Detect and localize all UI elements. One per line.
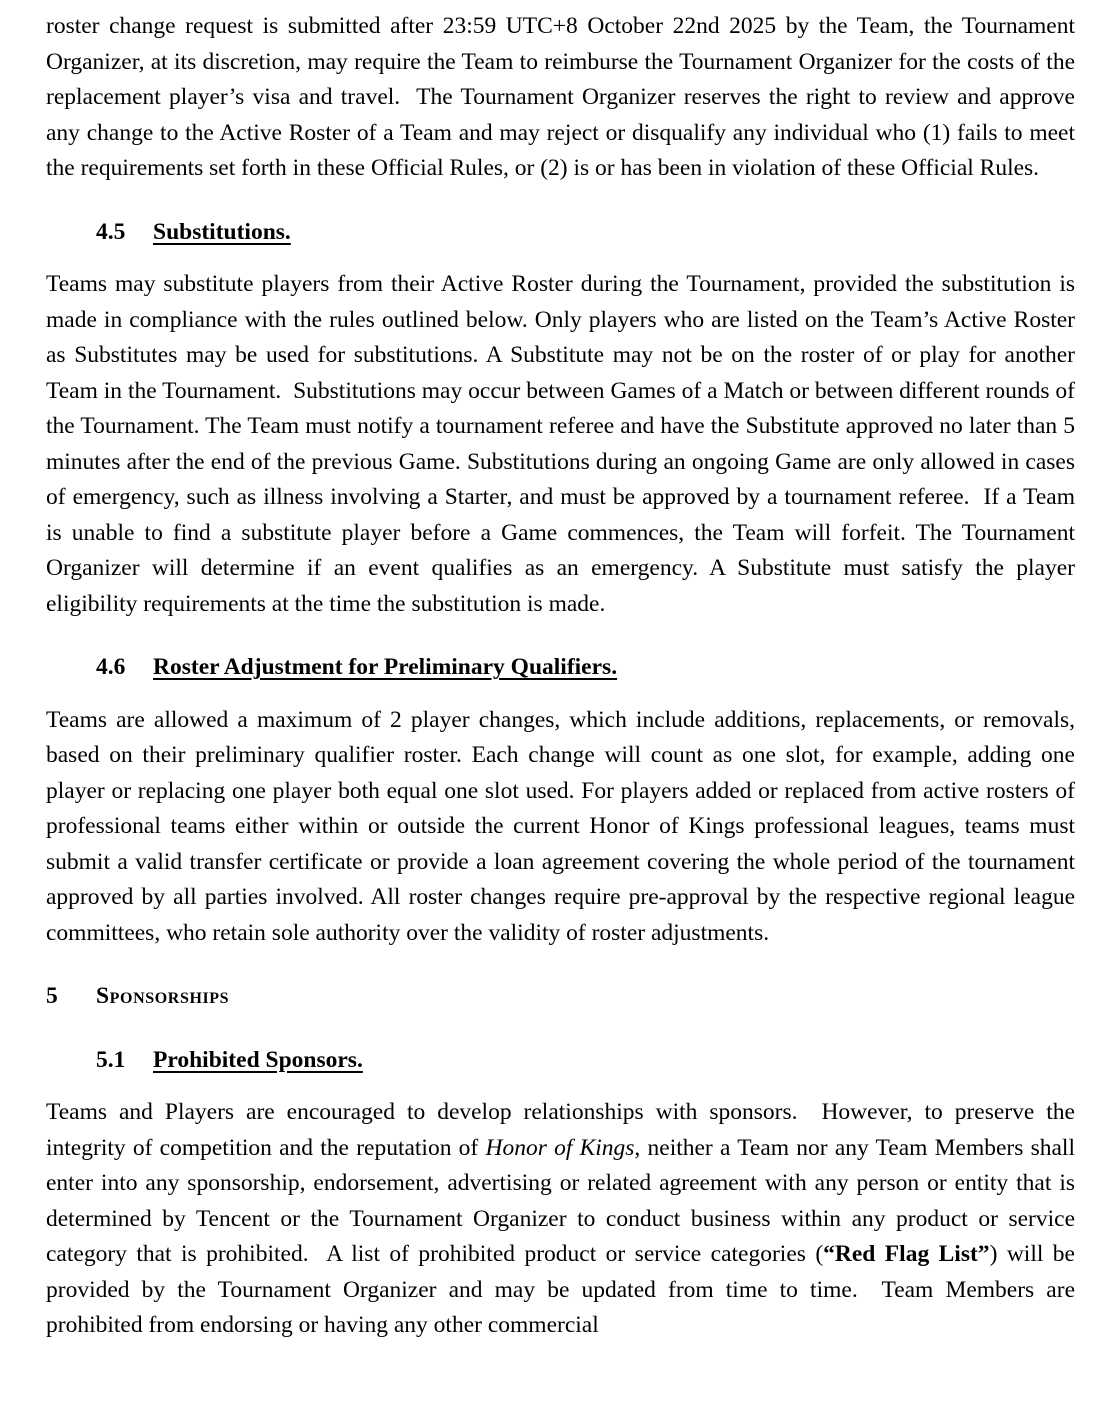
- heading-4-6-roster-adjustment: [46, 650, 1075, 686]
- heading-title: Prohibited Sponsors.: [153, 1046, 363, 1073]
- text-run: Honor of Kings: [485, 1134, 635, 1161]
- text-run: ) will be provided by the Tournament Organizer and may be updated from time to time. Team Members are prohibited from endorsing or having any other commercial: [46, 1241, 1075, 1338]
- heading-number: 5.1: [96, 1046, 126, 1073]
- heading-4-5-substitutions: [46, 215, 1075, 251]
- text-run: Teams and Players are encouraged to develop relationships with sponsors. However, to preserve the integrity of competition and the reputation of: [46, 1099, 1075, 1161]
- heading-title: Roster Adjustment for Preliminary Qualifiers.: [153, 654, 618, 680]
- heading-number: 4.6: [96, 654, 126, 680]
- text-run: , neither a Team nor any Team Members shall enter into any sponsorship, endorsement, advertising or related agreement with any person or entity that is determined by Tencent or the Tournament Organizer to conduct business within any product or service category that is prohibited. A list of prohibited product or service categories (: [46, 1134, 1075, 1267]
- heading-5-sponsorships: [46, 979, 1075, 1015]
- heading-number: 4.5: [96, 218, 126, 245]
- text-run: roster change request is submitted after 23:59 UTC+8 October 22nd 2025 by the Team, the Tournament Organizer, at its discretion, may require the Team to reimburse the Tournament Organizer for the costs of the replacement player’s visa and travel. The Tournament Organizer reserves the right to review and approve any change to the Active Roster of a Team and may reject or disqualify any individual who (1) fails to meet the requirements set forth in these Official Rules, or (2) is or has been in violation of these Official Rules.: [46, 13, 1075, 181]
- text-run: “Red Flag List”: [823, 1241, 990, 1267]
- heading-title: Sponsorships: [96, 983, 230, 1009]
- para-roster-adjustment-body: [46, 703, 1075, 952]
- heading-5-1-prohibited-sponsors: [46, 1043, 1075, 1079]
- text-run: Teams are allowed a maximum of 2 player changes, which include additions, replacements, or removals, based on their preliminary qualifier roster. Each change will count as one slot, for example, adding one player or replacing one player both equal one slot used. For players added or replaced from active rosters of professional teams either within or outside the current Honor of Kings professional leagues, teams must submit a valid transfer certificate or provide a loan agreement covering the whole period of the tournament approved by all parties involved. All roster changes require pre-approval by the respective regional league committees, who retain sole authority over the validity of roster adjustments.: [46, 706, 1075, 946]
- text-run: Teams may substitute players from their Active Roster during the Tournament, provided the substitution is made in compliance with the rules outlined below. Only players who are listed on the Team’s Active Roster as Substitutes may be used for substitutions. A Substitute may not be on the roster of or play for another Team in the Tournament. Substitutions may occur between Games of a Match or between different rounds of the Tournament. The Team must notify a tournament referee and have the Substitute approved no later than 5 minutes after the end of the previous Game. Substitutions during an ongoing Game are only allowed in cases of emergency, such as illness involving a Starter, and must be approved by a tournament referee. If a Team is unable to find a substitute player before a Game commences, the Team will forfeit. The Tournament Organizer will determine if an event qualifies as an emergency. A Substitute must satisfy the player eligibility requirements at the time the substitution is made.: [46, 271, 1075, 617]
- heading-title: Substitutions.: [153, 218, 291, 245]
- para-roster-change-continuation: [46, 9, 1075, 187]
- heading-number: 5: [46, 983, 58, 1009]
- para-substitutions-body: [46, 267, 1075, 622]
- para-prohibited-sponsors-body: [46, 1095, 1075, 1344]
